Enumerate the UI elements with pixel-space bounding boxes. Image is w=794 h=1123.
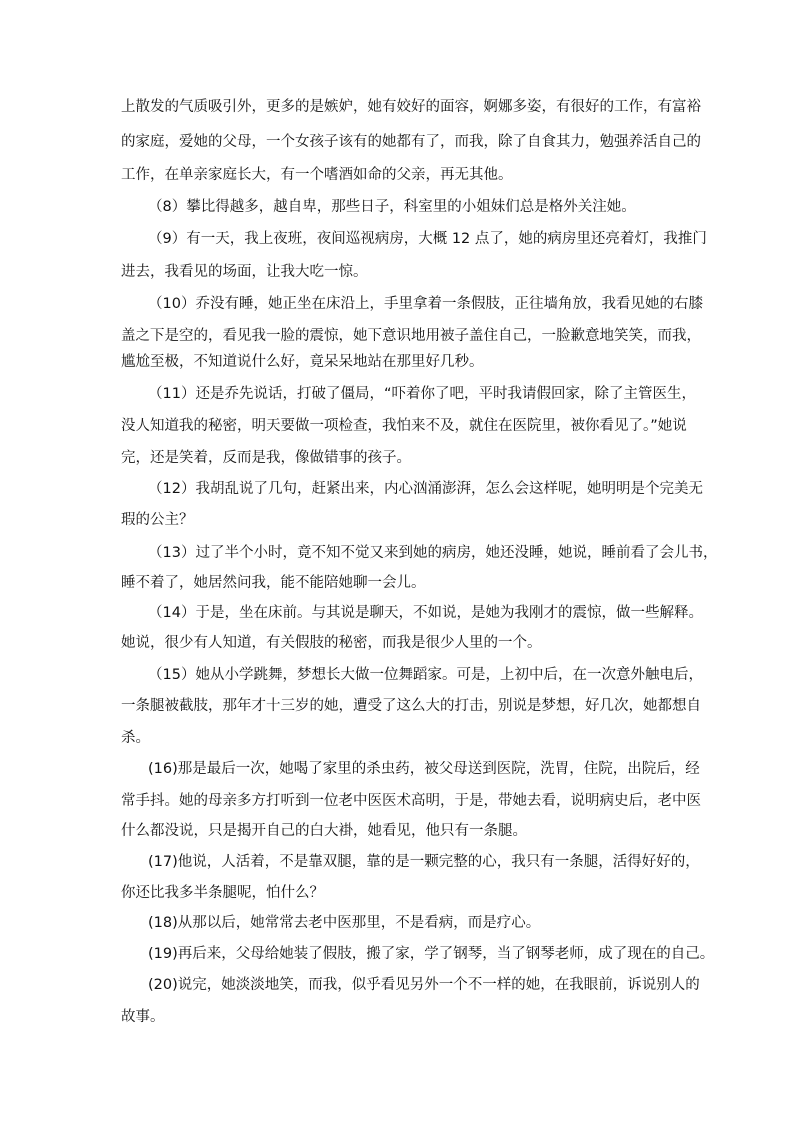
text-line: 一条腿被截肢，那年才十三岁的她，遭受了这么大的打击，别说是梦想，好几次，她都想自 (121, 698, 701, 714)
text-line: （9）有一天，我上夜班，夜间巡视病房，大概 12 点了，她的病房里还亮着灯，我推门 (148, 231, 707, 247)
text-line: 尴尬至极，不知道说什么好，竟呆呆地站在那里好几秒。 (121, 354, 484, 370)
text-line: 她说，很少有人知道，有关假肢的秘密，而我是很少人里的一个。 (121, 635, 542, 651)
text-line: 你还比我多半条腿呢，怕什么？ (121, 885, 324, 901)
text-line: 完，还是笑着，反而是我，像做错事的孩子。 (121, 450, 411, 466)
text-line: 故事。 (121, 1009, 165, 1025)
text-line: 睡不着了，她居然问我，能不能陪她聊一会儿。 (121, 575, 426, 591)
text-line: （13）过了半个小时，竟不知不觉又来到她的病房，她还没睡，她说，睡前看了会儿书， (148, 545, 718, 561)
text-line: (17)他说，人活着，不是靠双腿，靠的是一颗完整的心，我只有一条腿，活得好好的， (148, 854, 700, 870)
text-line: 什么都没说，只是揭开自己的白大褂，她看见，他只有一条腿。 (121, 823, 527, 839)
text-line: 没人知道我的秘密，明天要做一项检查，我怕来不及，就住在医院里，被你看见了。”她说 (121, 418, 687, 434)
text-line: 进去，我看见的场面，让我大吃一惊。 (121, 264, 368, 280)
text-line: 杀。 (121, 730, 150, 746)
text-line: 盖之下是空的，看见我一脸的震惊，她下意识地用被子盖住自己，一脸歉意地笑笑，而我， (121, 328, 701, 344)
text-line: （15）她从小学跳舞，梦想长大做一位舞蹈家。可是，上初中后，在一次意外触电后， (148, 667, 703, 683)
text-line: 的家庭，爱她的父母，一个女孩子该有的她都有了，而我，除了自食其力，勉强养活自己的 (121, 134, 701, 150)
text-line: （11）还是乔先说话，打破了僵局，“吓着你了吧，平时我请假回家，除了主管医生， (148, 386, 696, 402)
text-line: （10）乔没有睡，她正坐在床沿上，手里拿着一条假肢，正往墙角放，我看见她的右膝 (148, 296, 703, 312)
text-line: （8）攀比得越多，越自卑，那些日子，科室里的小姐妹们总是格外关注她。 (148, 199, 636, 215)
text-line: (16)那是最后一次，她喝了家里的杀虫药，被父母送到医院，洗胃，住院，出院后，经 (148, 761, 700, 777)
text-line: 常手抖。她的母亲多方打听到一位老中医医术高明，于是，带她去看，说明病史后，老中医 (121, 793, 701, 809)
text-line: （12）我胡乱说了几句，赶紧出来，内心汹涌澎湃，怎么会这样呢，她明明是个完美无 (148, 481, 703, 497)
text-line: (18)从那以后，她常常去老中医那里，不是看病，而是疗心。 (148, 915, 541, 931)
text-line: （14）于是，坐在床前。与其说是聊天，不如说，是她为我刚才的震惊，做一些解释。 (148, 605, 703, 621)
text-line: (20)说完，她淡淡地笑，而我，似乎看见另外一个不一样的她，在我眼前，诉说别人的 (148, 977, 700, 993)
text-line: 工作，在单亲家庭长大，有一个嗜酒如命的父亲，再无其他。 (121, 167, 513, 183)
text-line: 上散发的气质吸引外，更多的是嫉妒，她有姣好的面容，婀娜多姿，有很好的工作，有富裕 (121, 99, 701, 115)
text-line: 瑕的公主？ (121, 512, 194, 528)
text-line: (19)再后来，父母给她装了假肢，搬了家，学了钢琴，当了钢琴老师，成了现在的自己。 (148, 946, 715, 962)
